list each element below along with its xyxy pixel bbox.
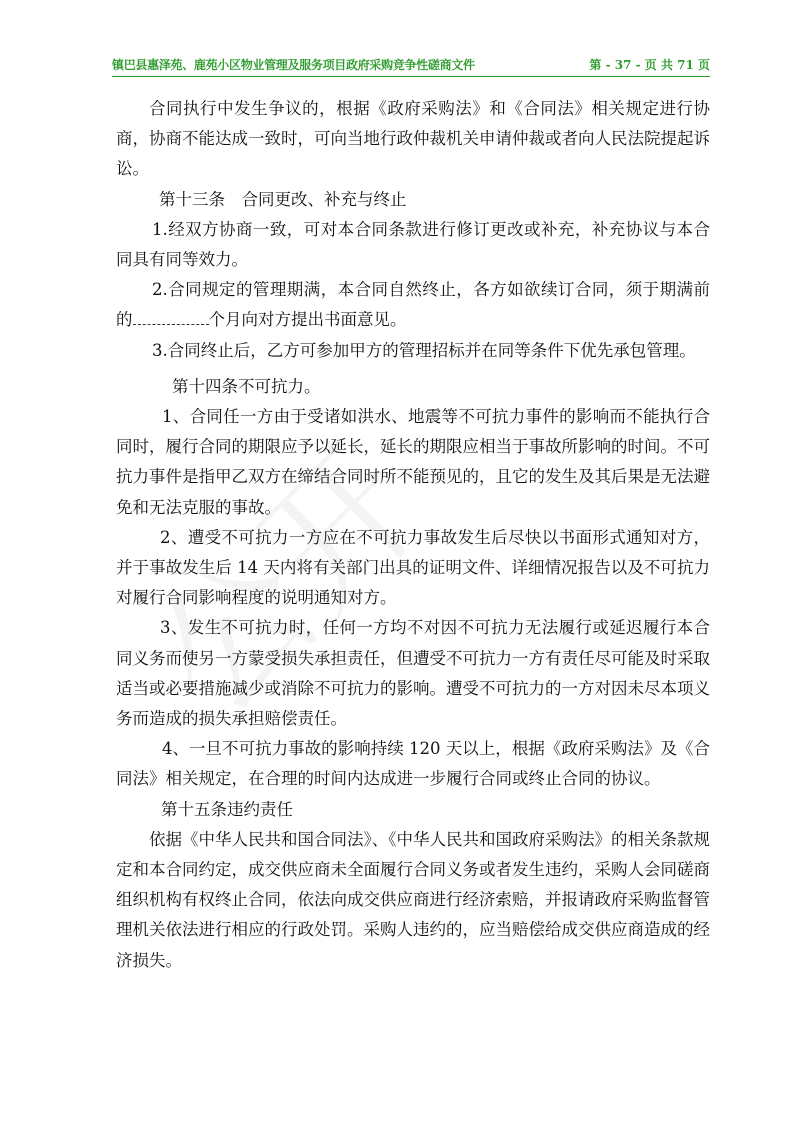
article-15-paragraph: 依据《中华人民共和国合同法》、《中华人民共和国政府采购法》的相关条款规定和本合同约定，成交供应商未全面履行合同义务或者发生违约，采购人会同磋商组织机构有权终止合同，依法向成交供应商进行经济索赔，并报请政府采购监督管理机关依法进行相应的行政处罚。采购人违约的，应当赔偿给成交供应商造成的经济损失。 <box>116 829 710 970</box>
article-14-item-4: 4、一旦不可抗力事故的影响持续 120 天以上，根据《政府采购法》及《合同法》相关规定，在合理的时间内达成进一步履行合同或终止合同的协议。 <box>116 739 710 789</box>
article-15-heading: 第十五条违约责任 <box>161 799 293 819</box>
article-13-item-2-text-a: 2.合同规定的管理期满，本合同自然终止，各方如欲续订合同，须于期满前的 <box>116 280 710 330</box>
document-body <box>116 94 710 976</box>
article-13-item-2 <box>116 275 710 335</box>
article-13-heading: 第十三条 合同更改、补充与终止 <box>159 189 407 209</box>
article-14-item-2: 2、遭受不可抗力一方应在不可抗力事故发生后尽快以书面形式通知对方，并于事故发生后 14 天内将有关部门出具的证明文件、详细情况报告以及不可抗力对履行合同影响程度的说明通知对方。 <box>116 527 710 608</box>
header-title: 镇巴县惠泽苑、鹿苑小区物业管理及服务项目政府采购竞争性磋商文件 <box>112 58 475 72</box>
article-13-item-2-text-b: 个月向对方提出书面意见。 <box>208 310 407 330</box>
dispute-paragraph: 合同执行中发生争议的，根据《政府采购法》和《合同法》相关规定进行协商，协商不能达成一致时，可向当地行政仲裁机关申请仲裁或者向人民法院提起诉讼。 <box>116 99 710 179</box>
page-number: 第 - 37 - 页 共 71 页 <box>589 58 710 72</box>
article-14-item-1: 1、合同任一方由于受诸如洪水、地震等不可抗力事件的影响而不能执行合同时，履行合同的期限应予以延长，延长的期限应相当于事故所影响的时间。不可抗力事件是指甲乙双方在缔结合同时所不能预见的，且它的发生及其后果是无法避免和无法克服的事故。 <box>116 407 710 517</box>
blank-underline <box>133 310 209 325</box>
article-13-item-3: 3.合同终止后，乙方可参加甲方的管理招标并在同等条件下优先承包管理。 <box>152 340 696 360</box>
page-header <box>112 54 710 77</box>
article-14-item-3: 3、发生不可抗力时，任何一方均不对因不可抗力无法履行或延迟履行本合同义务而使另一方蒙受损失承担责任，但遭受不可抗力一方有责任尽可能及时采取适当或必要措施减少或消除不可抗力的影响。遭受不可抗力的一方对因未尽本项义务而造成的损失承担赔偿责任。 <box>116 618 710 729</box>
article-13-item-1: 1.经双方协商一致，可对本合同条款进行修订更改或补充，补充协议与本合同具有同等效力。 <box>116 219 710 270</box>
article-14-heading: 第十四条不可抗力。 <box>172 376 321 396</box>
